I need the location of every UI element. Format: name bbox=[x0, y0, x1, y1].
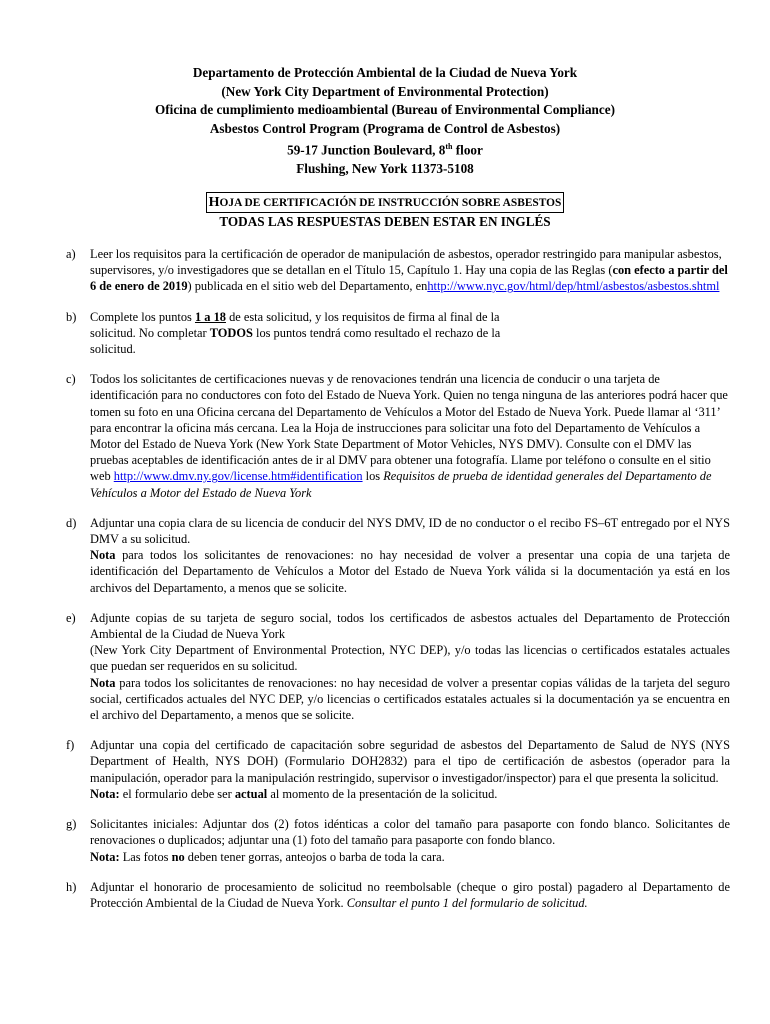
form-title-boxed: HOJA DE CERTIFICACIÓN DE INSTRUCCIÓN SOBRE ASBESTOS bbox=[206, 192, 565, 213]
instruction-item-a: a) Leer los requisitos para la certificación de operador de manipulación de asbestos, operador restringido para manipular asbestos, supervisores, y/o investigadores que se detallan en el Título 15, Capítulo 1. Hay una copia de las Reglas (con efecto a partir del 6 de enero de 2019) publicada en el sitio web del Departamento, enhttp://www.nyc.gov/html/dep/html/asbestos/asbestos.shtml bbox=[66, 247, 728, 294]
instructions-list bbox=[66, 246, 730, 925]
dmv-link[interactable]: http://www.dmv.ny.gov/license.htm#identification bbox=[113, 469, 363, 484]
header-city-address: Flushing, New York 11373-5108 bbox=[296, 160, 474, 176]
header-agency-spanish: Departamento de Protección Ambiental de la Ciudad de Nueva York bbox=[192, 65, 578, 80]
instruction-item-d: d) Adjuntar una copia clara de su licencia de conducir del NYS DMV, ID de no conductor o el recibo FS–6T entregado por el NYS DMV a su solicitud. Nota para todos los solicitantes de renovaciones: no hay necesidad de volver a presentar una copia de una tarjeta de identificación del Departamento de Vehículos a Motor del Estado de Nueva York válida si la documentación ya está en los archivos del Departamento, a menos que se solicite. bbox=[66, 515, 730, 595]
form-title bbox=[0, 192, 770, 232]
instruction-item-e: e) Adjunte copias de su tarjeta de seguro social, todos los certificados de asbestos actuales del Departamento de Protección Ambiental de la Ciudad de Nueva York (New York City Department of Environmental Protection, NYC DEP), y/o todas las licencias o certificados estatales actuales que puedan ser requeridos en su solicitud. Nota para todos los solicitantes de renovaciones: no hay necesidad de volver a presentar copias válidas de la tarjeta del seguro social, certificados actuales del NYC DEP, y/o licencias o certificados estatales actuales si la documentación ya se encuentra en el archivo del Departamento, a menos que se solicite. bbox=[66, 610, 730, 723]
instruction-item-c: c) Todos los solicitantes de certificaciones nuevas y de renovaciones tendrán una licencia de conducir o una tarjeta de identificación para no conductores con foto del Estado de Nueva York. Quien no tenga ninguna de las anteriores podrá hacer que tomen su foto en una Oficina cercana del Departamento de Vehículos a Motor del Estado de Nueva York. Puede llamar al ‘311’ para encontrar la oficina más cercana. Lea la Hoja de instrucciones para solicitar una foto del Departamento de Vehículos a Motor del Estado de Nueva York (New York State Department of Motor Vehicles, NYS DMV). Consulte con el DMV las pruebas aceptables de identificación antes de ir al DMV para obtener una fotografía. Llame por teléfono o consulte en el sitio web http://www.dmv.ny.gov/license.htm#identification los Requisitos de prueba de identidad generales del Departamento de Vehículos a Motor del Estado de Nueva York bbox=[66, 372, 728, 500]
header-street-address: 59-17 Junction Boulevard, 8th floor bbox=[287, 142, 483, 158]
instruction-item-f: f) Adjuntar una copia del certificado de capacitación sobre seguridad de asbestos del Departamento de Salud de NYS (NYS Department of Health, NYS DOH) (Formulario DOH2832) para el tipo de certificación de asbestos (operador para la manipulación, operador para la manipulación restringido, supervisor o investigador/inspector) para el que presenta la solicitud. Nota: el formulario debe ser actual al momento de la presentación de la solicitud. bbox=[66, 738, 730, 801]
header-bureau: Oficina de cumplimiento medioambiental (Bureau of Environmental Compliance) bbox=[155, 102, 615, 117]
instruction-item-g: g) Solicitantes iniciales: Adjuntar dos (2) fotos idénticas a color del tamaño para pasaporte con fondo blanco. Solicitantes de renovaciones o duplicados; adjuntar una (1) foto del tamaño para pasaporte con fondo blanco. Nota: Las fotos no deben tener gorras, anteojos o barba de toda la cara. bbox=[66, 817, 730, 864]
instruction-item-b: b) Complete los puntos 1 a 18 de esta solicitud, y los requisitos de firma al final de la solicitud. No completar TODOS los puntos tendrá como resultado el rechazo de la solicitud. bbox=[66, 309, 501, 357]
header-agency-english: (New York City Department of Environmental Protection) bbox=[221, 83, 549, 99]
form-subtitle: TODAS LAS RESPUESTAS DEBEN ESTAR EN INGLÉS bbox=[219, 214, 551, 229]
header-program: Asbestos Control Program (Programa de Control de Asbestos) bbox=[209, 120, 561, 136]
instruction-item-h: h) Adjuntar el honorario de procesamiento de solicitud no reembolsable (cheque o giro postal) pagadero al Departamento de Protección Ambiental de la Ciudad de Nueva York. Consultar el punto 1 del formulario de solicitud. bbox=[66, 879, 730, 910]
agency-header bbox=[60, 64, 710, 178]
rules-link[interactable]: http://www.nyc.gov/html/dep/html/asbestos/asbestos.shtml bbox=[427, 279, 720, 294]
